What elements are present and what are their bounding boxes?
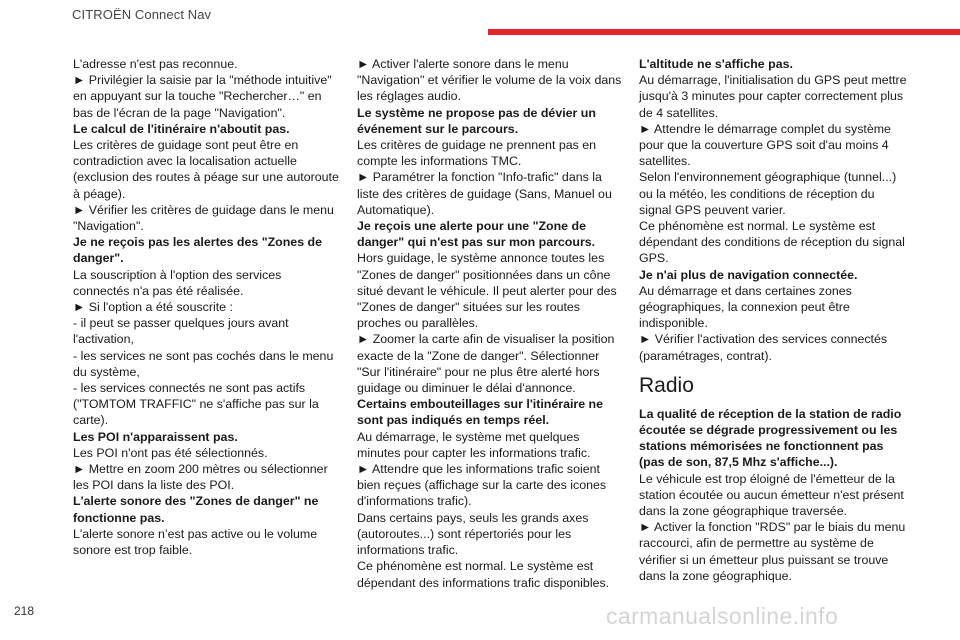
question-heading: Les POI n'apparaissent pas.: [73, 429, 238, 444]
paragraph: ► Attendre que les informations trafic soient bien reçues (affichage sur la carte des icones d'informations trafic).: [357, 462, 607, 509]
question-heading: Le calcul de l'itinéraire n'aboutit pas.: [73, 121, 290, 136]
paragraph: ► Attendre le démarrage complet du système pour que la couverture GPS soit d'au moins 4 satellites.: [639, 121, 891, 169]
question-heading: Je n'ai plus de navigation connectée.: [639, 267, 858, 282]
page-number: 218: [14, 604, 35, 618]
section-heading: Radio: [639, 373, 694, 397]
question-heading: La qualité de réception de la station de radio écoutée se dégrade progressivement ou les stations mémorisées ne fonctionnent pas (pas de son, 87,5 Mhz s'affiche...).: [639, 406, 902, 470]
paragraph: L'alerte sonore n’est pas active ou le volume sonore est trop faible.: [73, 526, 318, 558]
paragraph: Au démarrage et dans certaines zones géographiques, la connexion peut être indisponible.: [639, 283, 852, 331]
paragraph: Les POI n'ont pas été sélectionnés.: [73, 445, 268, 460]
paragraph: - les services ne sont pas cochés dans le menu du système,: [73, 348, 334, 379]
paragraph: Les critères de guidage sont peut être en contradiction avec la localisation actuelle (exclusion des routes à péage sur une autoroute à péage).: [73, 138, 339, 201]
paragraph: Hors guidage, le système annonce toutes les "Zones de danger" positionnées dans un cône situé devant le véhicule. Il peut alerter pour des "Zones de danger" situées sur les routes proches ou parallèles.: [357, 251, 617, 331]
paragraph: Selon l'environnement géographique (tunnel...) ou la météo, les conditions de réception du signal GPS peuvent varier.: [639, 170, 897, 217]
paragraph: La souscription à l'option des services connectés n'a pas été réalisée.: [73, 267, 282, 298]
text-column-2: [357, 56, 625, 591]
paragraph: Au démarrage, le système met quelques minutes pour capter les informations trafic.: [357, 429, 591, 460]
paragraph: ► Si l'option a été souscrite :: [73, 300, 233, 315]
question-heading: Je ne reçois pas les alertes des "Zones de danger".: [73, 235, 322, 266]
text-column-1: [73, 56, 341, 558]
text-column-3: [639, 56, 907, 584]
paragraph: ► Vérifier les critères de guidage dans le menu "Navigation".: [73, 202, 334, 234]
paragraph: L'adresse n'est pas reconnue.: [73, 57, 238, 71]
header-accent-bar: [488, 29, 960, 35]
paragraph: - les services connectés ne sont pas actifs ("TOMTOM TRAFFIC" ne s'affiche pas sur la carte).: [73, 381, 319, 428]
page-header-title: CITROËN Connect Nav: [72, 7, 212, 22]
paragraph: Le véhicule est trop éloigné de l'émetteur de la station écoutée ou aucun émetteur n'est présent dans la zone géographique traversée.: [639, 471, 904, 519]
paragraph: Les critères de guidage ne prennent pas en compte les informations TMC.: [357, 138, 597, 169]
paragraph: ► Zoomer la carte afin de visualiser la position exacte de la "Zone de danger". Sélectionner "Sur l'itinéraire" pour ne plus être alerté hors guidage ou diminuer le délai d'annonce.: [357, 332, 615, 396]
question-heading: L'altitude ne s'affiche pas.: [639, 57, 793, 71]
paragraph: ► Privilégier la saisie par la "méthode intuitive" en appuyant sur la touche "Rechercher…" en bas de l'écran de la page "Navigation".: [73, 73, 332, 120]
paragraph: Ce phénomène est normal. Le système est dépendant des informations trafic disponibles.: [357, 559, 610, 590]
paragraph: ► Mettre en zoom 200 mètres ou sélectionner les POI dans la liste des POI.: [73, 462, 328, 493]
paragraph: ► Activer la fonction "RDS" par le biais du menu raccourci, afin de permettre au système de vérifier si un émetteur plus puissant se trouve dans la zone géographique.: [639, 520, 906, 583]
paragraph: ► Vérifier l'activation des services connectés (paramétrages, contrat).: [639, 332, 888, 363]
paragraph: ► Activer l'alerte sonore dans le menu "Navigation" et vérifier le volume de la voix dans les réglages audio.: [357, 57, 622, 104]
question-heading: L'alerte sonore des "Zones de danger" ne fonctionne pas.: [73, 494, 319, 525]
paragraph: Au démarrage, l'initialisation du GPS peut mettre jusqu'à 3 minutes pour capter correctement plus de 4 satellites.: [639, 73, 907, 120]
question-heading: Je reçois une alerte pour une "Zone de danger" qui n'est pas sur mon parcours.: [357, 219, 596, 250]
paragraph: ► Paramétrer la fonction "Info-trafic" dans la liste des critères de guidage (Sans, Manuel ou Automatique).: [357, 170, 612, 217]
paragraph: Dans certains pays, seuls les grands axes (autoroutes...) sont répertoriés pour les informations trafic.: [357, 510, 589, 558]
question-heading: Certains embouteillages sur l'itinéraire ne sont pas indiqués en temps réel.: [357, 397, 604, 428]
paragraph: - il peut se passer quelques jours avant l'activation,: [73, 316, 289, 347]
watermark: carmanualsonline.info: [606, 603, 839, 629]
paragraph: Ce phénomène est normal. Le système est dépendant des conditions de réception du signal GPS.: [639, 219, 905, 266]
question-heading: Le système ne propose pas de dévier un événement sur le parcours.: [357, 105, 596, 136]
